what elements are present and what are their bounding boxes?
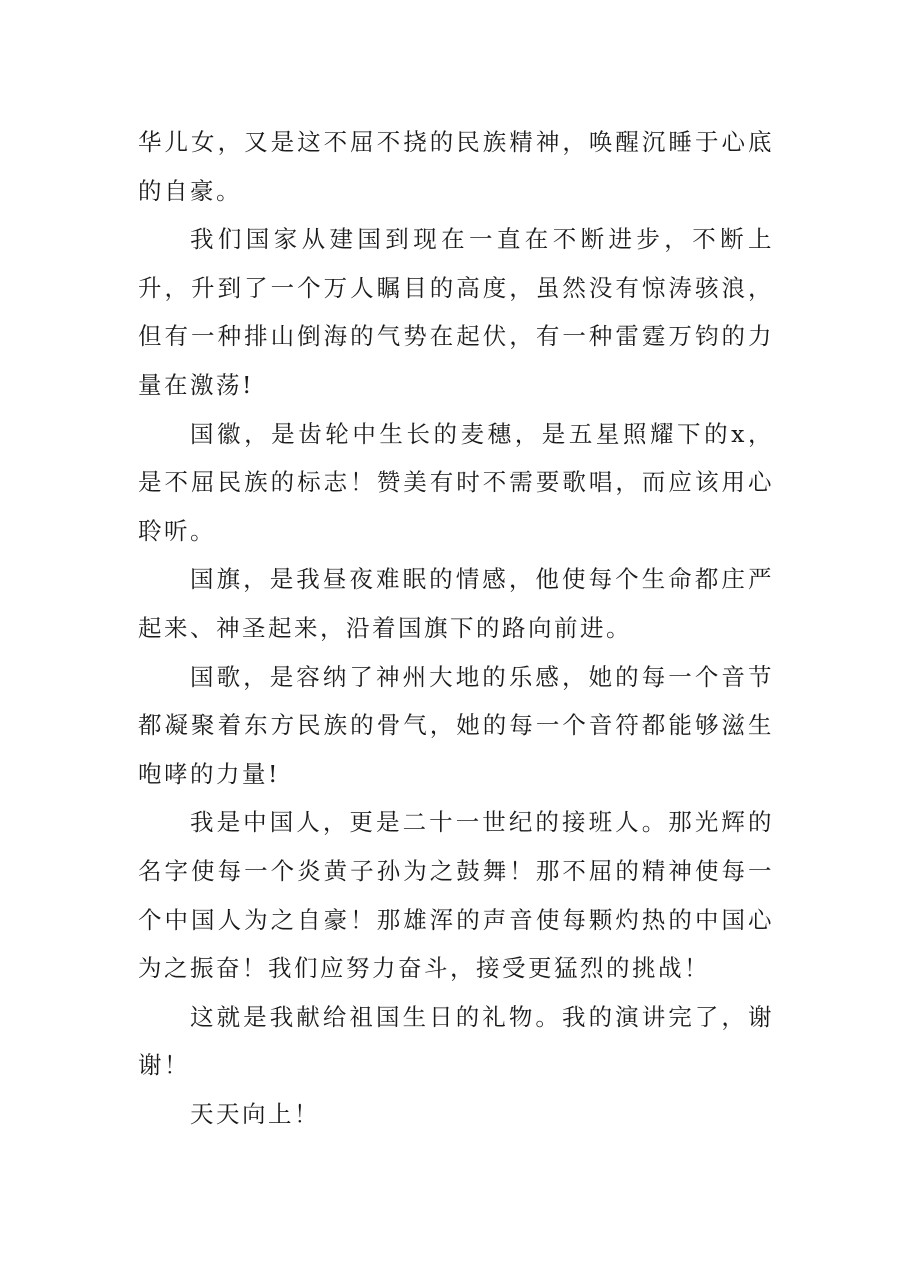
paragraph-5: 国歌，是容纳了神州大地的乐感，她的每一个音节都凝聚着东方民族的骨气，她的每一个音符都能够滋生咆哮的力量! xyxy=(138,662,774,788)
paragraph-7: 这就是我献给祖国生日的礼物。我的演讲完了，谢谢！ xyxy=(138,1002,774,1080)
paragraph-1: 华儿女，又是这不屈不挠的民族精神，唤醒沉睡于心底的自豪。 xyxy=(138,128,774,205)
paragraph-3: 国徽，是齿轮中生长的麦穗，是五星照耀下的x，是不屈民族的标志！赞美有时不需要歌唱，而应该用心聆听。 xyxy=(138,419,774,545)
paragraph-6: 我是中国人，更是二十一世纪的接班人。那光辉的名字使每一个炎黄子孙为之鼓舞！那不屈的精神使每一个中国人为之自豪！那雄浑的声音使每颗灼热的中国心为之振奋！我们应努力奋斗，接受更猛烈的挑战！ xyxy=(138,808,774,983)
paragraph-2: 我们国家从建国到现在一直在不断进步，不断上升，升到了一个万人瞩目的高度，虽然没有惊涛骇浪，但有一种排山倒海的气势在起伏，有一种雷霆万钧的力量在激荡! xyxy=(138,225,774,399)
document-body xyxy=(138,118,774,1138)
paragraph-8: 天天向上！ xyxy=(190,1099,320,1128)
paragraph-4: 国旗，是我昼夜难眠的情感，他使每个生命都庄严起来、神圣起来，沿着国旗下的路向前进。 xyxy=(138,565,774,642)
